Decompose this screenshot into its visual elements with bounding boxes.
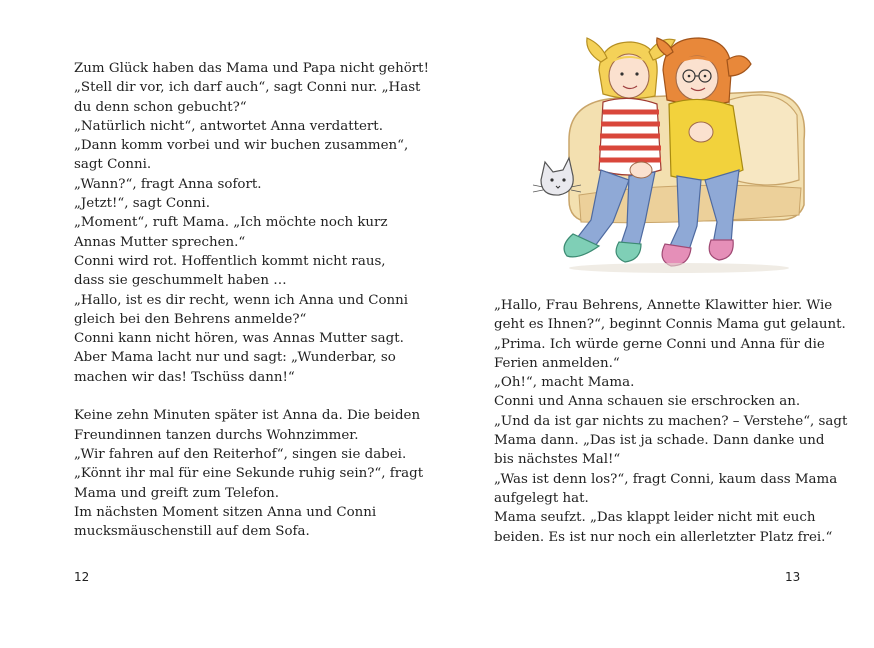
text-line: sagt Conni. [74,157,152,173]
text-line: aufgelegt hat. [494,490,589,506]
girl-redhead [657,38,751,266]
text-line: Im nächsten Moment sitzen Anna und Conni [74,504,377,520]
text-line: Conni und Anna schauen sie erschrocken an. [494,394,801,410]
text-line: Zum Glück haben das Mama und Papa nicht gehört! [74,61,429,76]
text-line: „Prima. Ich würde gerne Conni und Anna für die [494,336,825,352]
left-page-text [74,59,429,541]
text-line: Conni kann nicht hören, was Annas Mutter sagt. [74,331,404,347]
text-line: „Wir fahren auf den Reiterhof“, singen sie dabei. [74,446,407,462]
text-line: dass sie geschummelt haben … [74,273,287,289]
text-line: „Stell dir vor, ich darf auch“, sagt Conni nur. „Hast [74,80,421,96]
text-line: „Oh!“, macht Mama. [494,375,635,391]
text-line: „Könnt ihr mal für eine Sekunde ruhig sein?“, fragt [74,466,424,482]
text-line: mucksmäuschenstill auf dem Sofa. [74,524,310,540]
text-line: geht es Ihnen?“, beginnt Connis Mama gut gelaunt. [494,317,846,333]
paragraph-gap [74,387,424,406]
text-line: du denn schon gebucht?“ [74,99,247,115]
page-number-right: 13 [785,570,801,584]
text-line: Keine zehn Minuten später ist Anna da. Die beiden [74,408,421,424]
text-line: Mama und greift zum Telefon. [74,485,280,501]
text-line: „Moment“, ruft Mama. „Ich möchte noch kurz [74,215,388,231]
text-line: bis nächstes Mal!“ [494,452,621,468]
text-line: „Was ist denn los?“, fragt Conni, kaum dass Mama [494,471,838,487]
right-page [437,0,874,648]
text-line: Freundinnen tanzen durchs Wohnzimmer. [74,427,359,443]
text-line: „Hallo, Frau Behrens, Annette Klawitter hier. Wie [494,298,833,313]
text-line: beiden. Es ist nur noch ein allerletzter Platz frei.“ [494,529,833,545]
text-line: gleich bei den Behrens anmelde?“ [74,311,307,327]
text-line: „Dann komm vorbei und wir buchen zusammen“, [74,138,409,154]
text-line: „Und da ist gar nichts zu machen? – Verstehe“, sagt [494,413,848,429]
text-line: Ferien anmelden.“ [494,355,620,371]
text-line: Annas Mutter sprechen.“ [74,234,246,250]
two-girls-on-sofa-illustration [529,30,809,275]
page-number-left: 12 [74,570,90,584]
text-line: „Wann?“, fragt Anna sofort. [74,176,262,192]
right-page-text [494,296,854,547]
text-line: Mama dann. „Das ist ja schade. Dann danke und [494,433,825,449]
text-line: „Natürlich nicht“, antwortet Anna verdattert. [74,118,383,134]
text-line: Aber Mama lacht nur und sagt: „Wunderbar, so [74,350,396,366]
text-line: Conni wird rot. Hoffentlich kommt nicht raus, [74,253,386,269]
text-line: Mama seufzt. „Das klappt leider nicht mit euch [494,510,816,526]
text-line: machen wir das! Tschüss dann!“ [74,369,295,385]
text-line: „Jetzt!“, sagt Conni. [74,196,210,212]
text-line: „Hallo, ist es dir recht, wenn ich Anna und Conni [74,292,409,308]
